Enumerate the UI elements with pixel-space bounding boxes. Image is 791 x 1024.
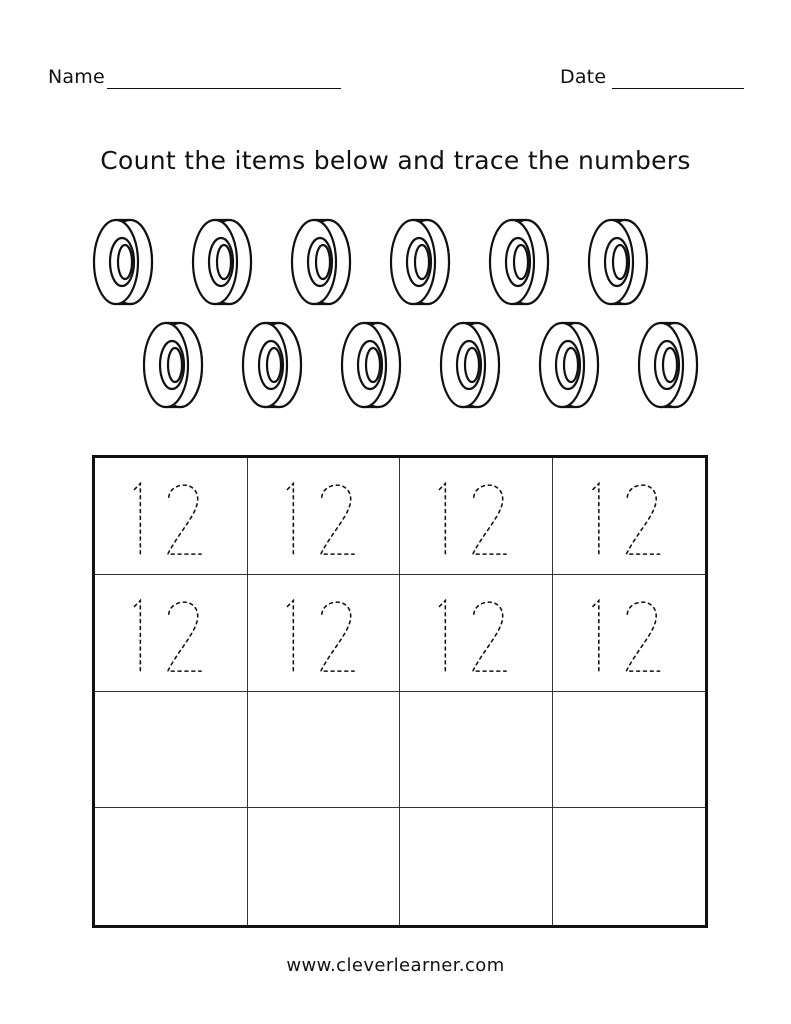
tracing-grid (92, 455, 708, 928)
name-field[interactable] (48, 66, 341, 89)
trace-cell[interactable] (400, 458, 553, 575)
trace-cell[interactable] (248, 575, 401, 692)
dotted-12-glyph (400, 575, 552, 691)
tire-items (0, 210, 791, 440)
trace-cell[interactable] (553, 458, 706, 575)
dotted-12-glyph (248, 575, 400, 691)
tire-icon (144, 323, 202, 407)
tire-icon (540, 323, 598, 407)
dotted-12-glyph (553, 575, 706, 691)
tire-icon (441, 323, 499, 407)
name-line[interactable] (107, 66, 341, 89)
blank-writing-cell[interactable] (95, 808, 248, 925)
tire-icon (292, 220, 350, 304)
trace-cell[interactable] (400, 575, 553, 692)
blank-writing-cell[interactable] (553, 808, 706, 925)
blank-writing-cell[interactable] (95, 692, 248, 809)
tire-icon (193, 220, 251, 304)
date-field[interactable] (560, 66, 744, 89)
trace-cell[interactable] (95, 458, 248, 575)
tire-icon (342, 323, 400, 407)
tire-icon (490, 220, 548, 304)
date-label: Date (560, 66, 607, 88)
trace-cell[interactable] (248, 458, 401, 575)
trace-cell[interactable] (95, 575, 248, 692)
dotted-12-glyph (248, 458, 400, 574)
trace-cell[interactable] (553, 575, 706, 692)
tire-icon (391, 220, 449, 304)
tire-icon (94, 220, 152, 304)
blank-writing-cell[interactable] (248, 692, 401, 809)
name-label: Name (48, 66, 105, 88)
blank-writing-cell[interactable] (553, 692, 706, 809)
tire-icon (243, 323, 301, 407)
tire-icon (589, 220, 647, 304)
dotted-12-glyph (95, 458, 247, 574)
blank-writing-cell[interactable] (400, 808, 553, 925)
dotted-12-glyph (553, 458, 706, 574)
tire-icon (639, 323, 697, 407)
blank-writing-cell[interactable] (400, 692, 553, 809)
instruction-title: Count the items below and trace the numbers (100, 146, 691, 175)
blank-writing-cell[interactable] (248, 808, 401, 925)
date-line[interactable] (612, 66, 744, 89)
dotted-12-glyph (400, 458, 552, 574)
dotted-12-glyph (95, 575, 247, 691)
footer-url: www.cleverlearner.com (286, 955, 505, 976)
